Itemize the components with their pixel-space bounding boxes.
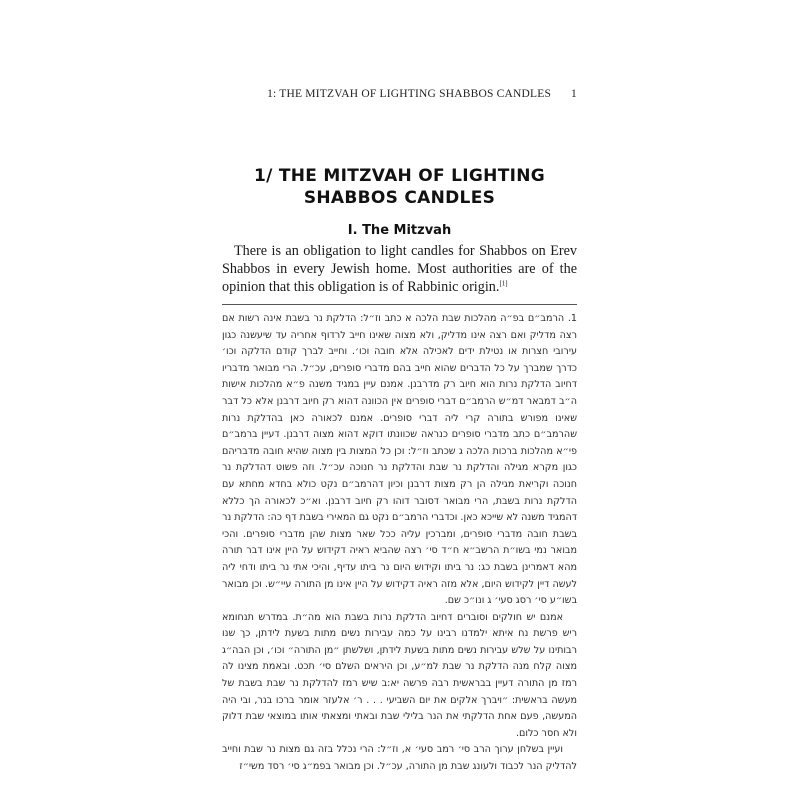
footnote-reference: [1] (499, 279, 508, 288)
footnotes (222, 311, 577, 776)
page-number: 1 (571, 88, 577, 100)
body-text: There is an obligation to light candles for Shabbos on Erev Shabbos in every Jewish home. Most authorities are of the opinion that this obligation is of Rabbinic origin. (222, 243, 577, 295)
book-page (222, 88, 577, 776)
footnote-paragraph: 1. הרמב״ם בפ״ה מהלכות שבת הלכה א כתב וז״ל: הדלקת נר בשבת אינה רשות אם רצה מדליק ואם רצה אינו מדליק, ולא מצוה שאינו חייב לרדוף אחריה עד שיעשנה כגון עירובי חצרות או נטילת ידים לאכילה אלא חובה וכו׳. וחייב לברך קודם הדלקה וכו׳ כדרך שמברך על כל הדברים שהוא חייב בהם מדברי סופרים, עכ״ל. הרי מבואר מדבריו דחיוב הדלקת נרות הוא חיוב רק מדרבנן. אמנם עיין במגיד משנה פ״א מהלכות אישות ה״ב דמבאר דמ״ש הרמב״ם דברי סופרים אין הכוונה דהוא רק חיוב דרבנן אלא כל דבר שאינו מפורש בתורה קרי ליה דברי סופרים. אמנם לכאורה כאן בהדלקת נרות שהרמב״ם כתב מדברי סופרים כנראה שכוונתו דוקא דהוא מצוה דרבנן. דעיין ברמב״ם פי״א מהלכות ברכות הלכה ג שכתב וז״ל: וכן כל המצות בין מצוה שהיא חובה מדבריהם כגון מקרא מגילה והדלקת נר שבת והדלקת נר חנוכה עכ״ל. וזה פשוט דהדלקת נר חנוכה וקריאת מגילה הן רק מצות דרבנן וכיון דהרמב״ם נקט כולא בחדא מחתא עם הדלקת נרות בשבת, הרי מבואר דסובר דוהו רק חיוב דרבנן. וא״כ לכאורה הך כללא דהמגיד משנה לא שייכא כאן. וכדברי הרמב״ם נקט גם המאירי בשבת דף כה: הדלקת נר בשבת חובה מדברי סופרים, ומברכין עליה ככל שאר מצות שהן מדברי סופרים. והכי מבואר נמי בשו״ת הרשב״א ח״ד סי׳ רצה שהביא ראיה דקידוש על היין אינו דבר תורה מהא דאמרינן בשבת כג: נר ביתו וקידוש היום נר ביתו עדיף, והיכי אתי נר ביתו ודחי ליה לעשה דיין לקידוש היום, אלא מזה ראיה דקידוש על היין אינו מן התורה עיי״ש. וכן מבואר בשו״ע סי׳ רסג סעי׳ ג ונו״כ שם. (222, 313, 577, 607)
chapter-title (222, 165, 577, 209)
running-head-title: 1: THE MITZVAH OF LIGHTING SHABBOS CANDLES (267, 88, 552, 100)
footnote-divider (222, 304, 577, 305)
running-head (222, 88, 577, 112)
chapter-title-line-2: SHABBOS CANDLES (303, 188, 496, 208)
section-title: I. The Mitzvah (347, 223, 452, 238)
body-paragraph (222, 242, 577, 296)
footnote-paragraph: ועיין בשלחן ערוך הרב סי׳ רמב סעי׳ א, וז״ל: הרי נכלל בזה גם מצות נר שבת וחייב להדליק הנר לכבוד ולעונג שבת מן התורה, עכ״ל. וכן מבואר בפמ״ג סי׳ רסד משי״ז (222, 744, 577, 773)
chapter-title-line-1: 1/ THE MITZVAH OF LIGHTING (253, 166, 545, 186)
footnote-paragraph: אמנם יש חולקים וסוברים דחיוב הדלקת נרות בשבת הוא מה״ת. במדרש תנחומא ריש פרשת נח איתא ילמדנו רבינו על כמה עבירות נשים מתות בשעת לידתן, כך שנו רבותינו על שלש עבירות נשים מתות בשעת לידתן, ושלשתן ״מן התורה״ וכו׳, וכן הבה״ג מצוה קלח מנה הדלקת נר שבת למ״ע, וכן היראים השלם סי׳ תכט. ובאמת מצינו לה רמז מן התורה דעיין בבראשית רבה פרשה יא:ב שיש רמז להדלקת נר שבת בשבת של מעשה בראשית: ״ויברך אלקים את יום השביעי . . . ר׳ אלעזר אומר ברכו בנר, ובי היה המעשה, פעם אחת הדלקתי את הנר בלילי שבת ובאתי ומצאתי אותו במוצאי שבת דלוק ולא חסר כלום. (222, 611, 577, 739)
